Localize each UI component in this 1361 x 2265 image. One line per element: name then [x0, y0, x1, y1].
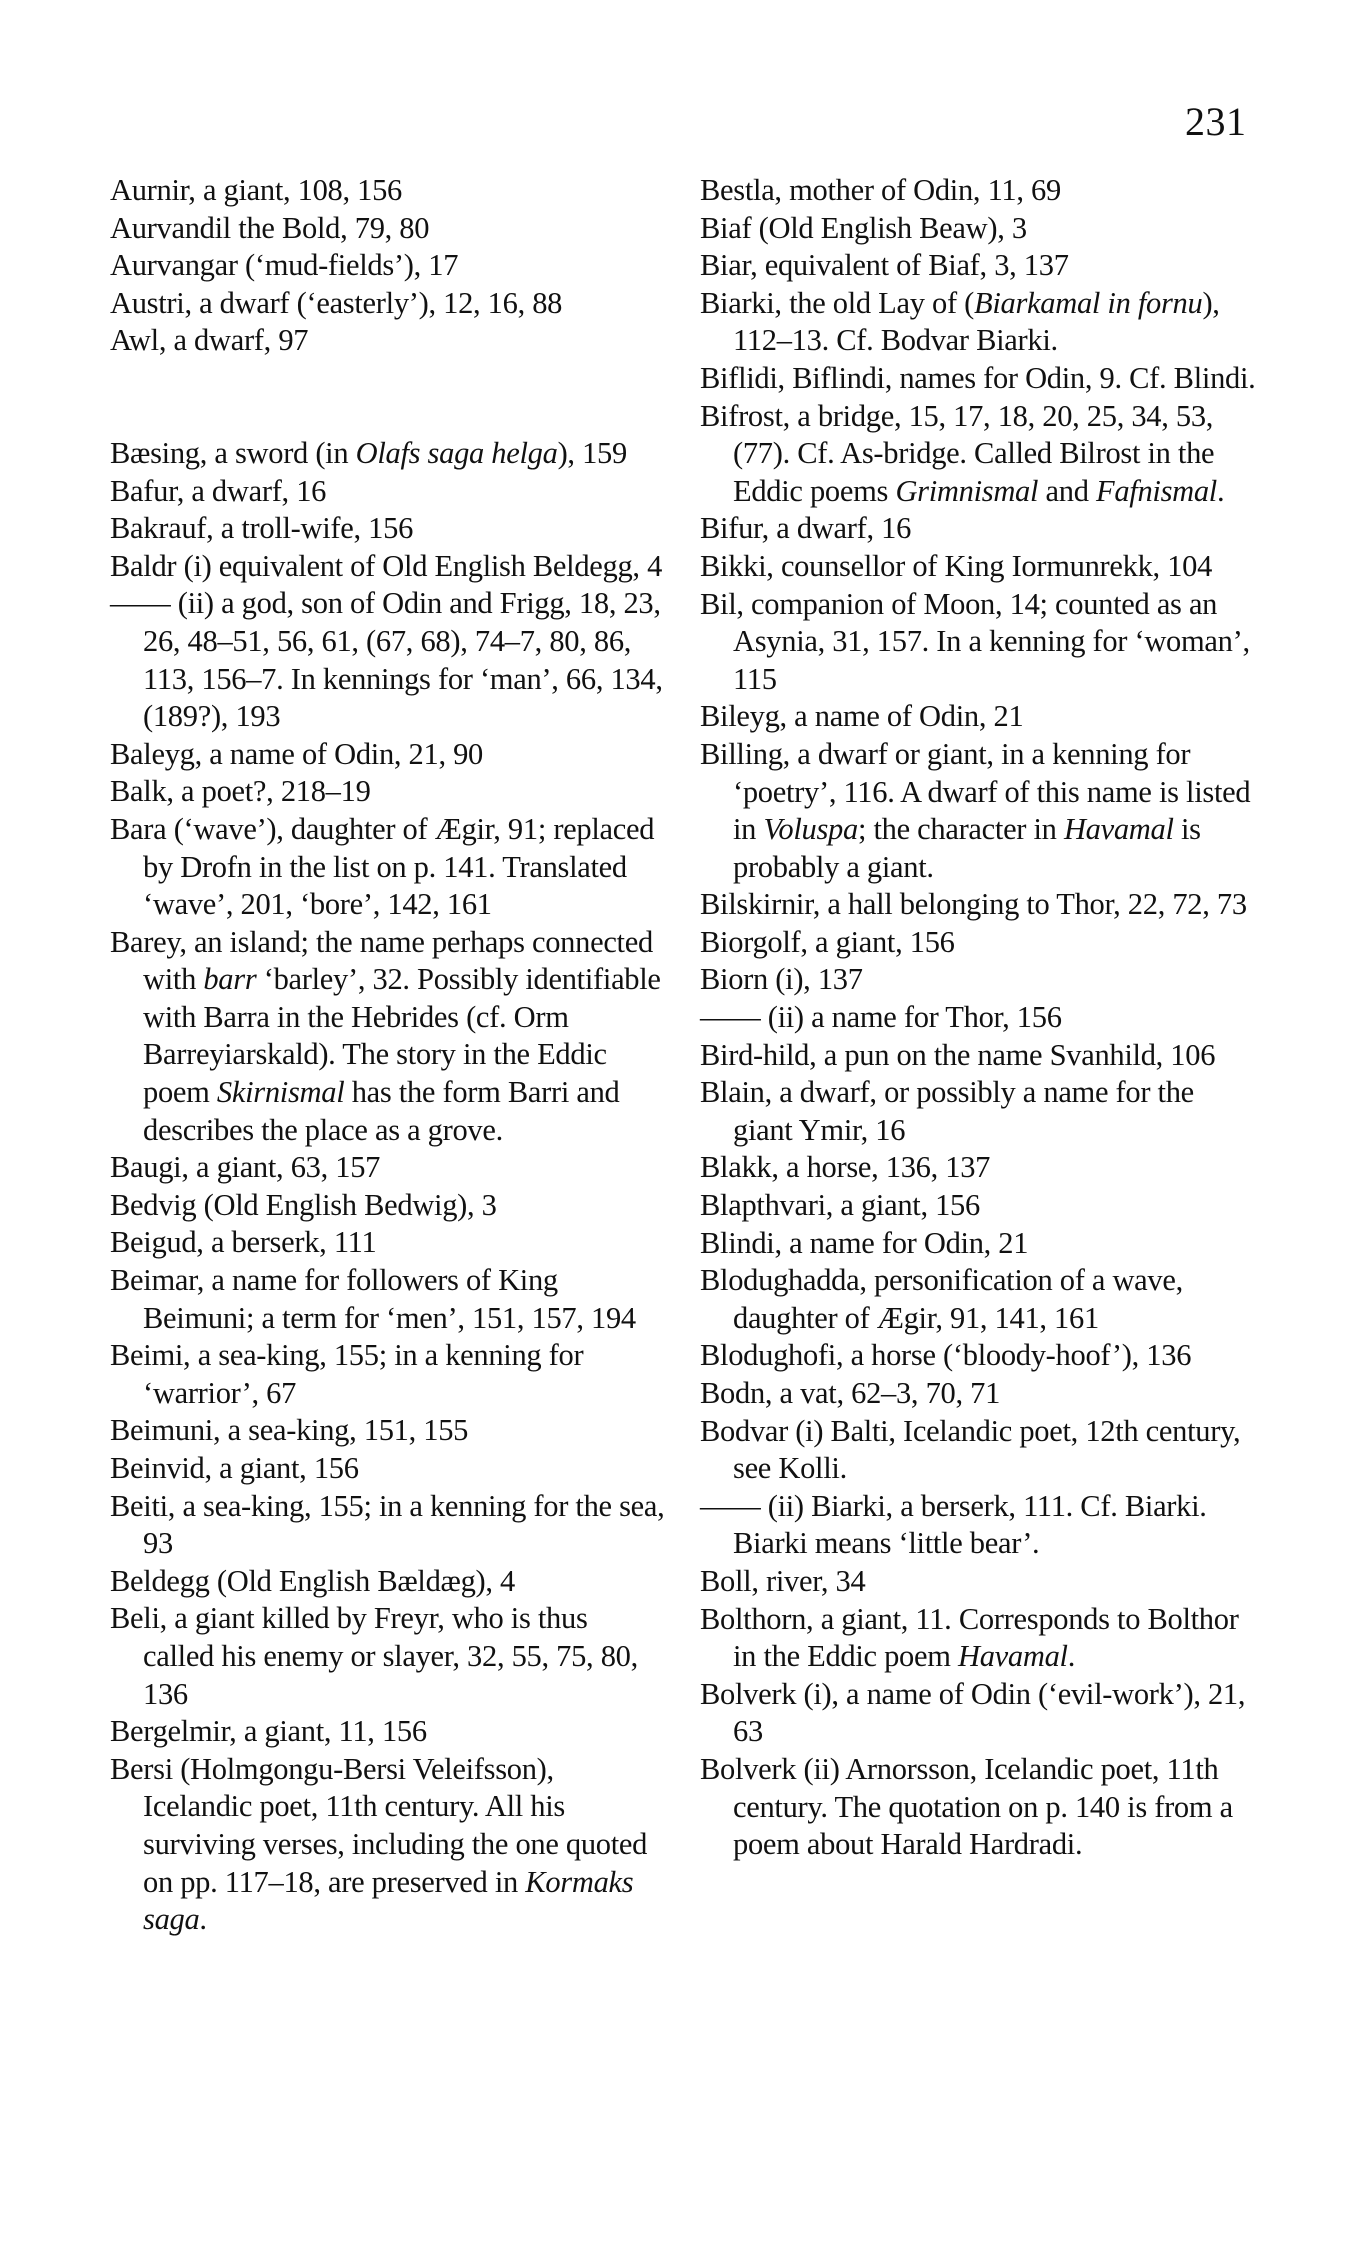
index-entry [700, 360, 1260, 398]
entry-text: Blodughadda, personification of a wave, daughter of Ægir, 91, 141, 161 [700, 1263, 1183, 1335]
index-entry [110, 811, 665, 924]
index-entry [110, 322, 665, 360]
entry-text: Bifrost, a bridge, 15, 17, 18, 20, 25, 34, 53, (77). Cf. As-bridge. Called Bilrost in the Eddic poems [700, 398, 1215, 508]
index-entry [700, 961, 1260, 999]
index-entry [110, 510, 665, 548]
entry-text: Bafur, a dwarf, 16 [110, 473, 327, 508]
index-entry [700, 1375, 1260, 1413]
entry-text: . [1216, 473, 1225, 508]
entry-text: Bikki, counsellor of King Iormunrekk, 104 [700, 548, 1213, 583]
entry-text: Aurnir, a giant, 108, 156 [110, 173, 402, 207]
entry-text: Blakk, a horse, 136, 137 [700, 1150, 991, 1185]
index-entry [700, 172, 1260, 210]
page-number: 231 [1185, 99, 1247, 144]
italic-title: Kormaks saga [143, 1864, 634, 1937]
entry-text: Biarki, the old Lay of ( [700, 285, 975, 320]
index-entry [110, 247, 665, 285]
index-entry [110, 1488, 665, 1563]
index-entry [700, 1149, 1260, 1187]
entry-text: Billing, a dwarf or giant, in a kenning for ‘poetry’, 116. A dwarf of this name is listed in [700, 736, 1251, 847]
index-entry [110, 1262, 665, 1337]
entry-text: Bara (‘wave’), daughter of Ægir, 91; replaced by Drofn in the list on p. 141. Translated ‘wave’, 201, ‘bore’, 142, 161 [110, 811, 655, 922]
index-entry [700, 1037, 1260, 1075]
index-entry [700, 285, 1260, 360]
entry-text: Awl, a dwarf, 97 [110, 323, 309, 358]
index-entry [110, 1751, 665, 1939]
entry-text: ), 112–13. Cf. Bodvar Biarki. [733, 285, 1220, 358]
entry-text: Bodn, a vat, 62–3, 70, 71 [700, 1376, 1001, 1410]
entry-text: ), 159 [557, 435, 627, 470]
italic-title: Grimnismal [895, 473, 1039, 508]
entry-text: Bolverk (i), a name of Odin (‘evil-work’), 21, 63 [700, 1676, 1246, 1749]
index-entry [700, 736, 1260, 886]
entry-text: ‘barley’, 32. Possibly identifiable with Barra in the Hebrides (cf. Orm Barreyiarskald). The story in the Eddic poem [143, 962, 661, 1110]
index-entry [110, 435, 665, 473]
index-entry [110, 1187, 665, 1225]
entry-text: Blindi, a name for Odin, 21 [700, 1225, 1029, 1260]
italic-title: Voluspa [763, 812, 858, 847]
entry-text: Bestla, mother of Odin, 11, 69 [700, 173, 1061, 207]
letter-section-gap [110, 360, 665, 435]
entry-text: Beimi, a sea-king, 155; in a kenning for ‘warrior’, 67 [110, 1338, 584, 1410]
entry-text: Biorn (i), 137 [700, 962, 863, 997]
index-entry [700, 247, 1260, 285]
index-entry [700, 924, 1260, 962]
index-entry [700, 1413, 1260, 1488]
entry-text: Beimar, a name for followers of King Beimuni; a term for ‘men’, 151, 157, 194 [110, 1263, 636, 1335]
index-entry [110, 473, 665, 511]
entry-text: Beldegg (Old English Bældæg), 4 [110, 1563, 515, 1598]
index-entry [700, 586, 1260, 699]
index-entry [700, 1225, 1260, 1263]
index-entry [110, 924, 665, 1150]
entry-text: Biaf (Old English Beaw), 3 [700, 210, 1027, 245]
index-entry [700, 1563, 1260, 1601]
index-entry [110, 1224, 665, 1262]
italic-title: Biarkamal in fornu [974, 285, 1203, 320]
index-entry [700, 1601, 1260, 1676]
entry-text: Baldr (i) equivalent of Old English Beldegg, 4 [110, 548, 663, 583]
entry-text: Bil, companion of Moon, 14; counted as an Asynia, 31, 157. In a kenning for ‘woman’, 115 [700, 586, 1250, 696]
entry-text: Bolthorn, a giant, 11. Corresponds to Bolthor in the Eddic poem [700, 1601, 1239, 1674]
entry-text: Baleyg, a name of Odin, 21, 90 [110, 736, 484, 771]
entry-text: Aurvangar (‘mud-fields’), 17 [110, 248, 459, 283]
entry-text: has the form Barri and describes the place as a grove. [143, 1075, 620, 1147]
index-entry [110, 548, 665, 586]
entry-text: . [1067, 1639, 1076, 1674]
index-entry [110, 285, 665, 323]
entry-text: Blapthvari, a giant, 156 [700, 1188, 980, 1223]
entry-text: is probably a giant. [733, 812, 1201, 884]
index-entry [110, 1713, 665, 1751]
entry-text: Biflidi, Biflindi, names for Odin, 9. Cf. Blindi. [700, 360, 1256, 395]
entry-text: Aurvandil the Bold, 79, 80 [110, 210, 430, 245]
index-entry [110, 585, 665, 735]
entry-text: Beli, a giant killed by Freyr, who is thus called his enemy or slayer, 32, 55, 75, 80, 136 [110, 1601, 638, 1711]
italic-title: Fafnismal [1095, 473, 1217, 508]
index-entry [700, 886, 1260, 924]
index-entry [110, 1563, 665, 1601]
italic-title: barr [203, 962, 257, 997]
index-entry [700, 398, 1260, 511]
index-entry [110, 1412, 665, 1450]
entry-text: Baugi, a giant, 63, 157 [110, 1150, 381, 1185]
index-entry [700, 210, 1260, 248]
entry-text: Beiti, a sea-king, 155; in a kenning for the sea, 93 [110, 1488, 665, 1561]
index-column-left [110, 172, 665, 1939]
italic-title: Olafs saga helga [355, 435, 558, 470]
index-entry [700, 548, 1260, 586]
index-entry [700, 1187, 1260, 1225]
entry-text: Beigud, a berserk, 111 [110, 1225, 377, 1260]
index-entry [110, 1450, 665, 1488]
index-entry [110, 210, 665, 248]
entry-text: Bakrauf, a troll-wife, 156 [110, 511, 414, 546]
index-entry [700, 1337, 1260, 1375]
index-entry [700, 698, 1260, 736]
index-column-right [700, 172, 1260, 1864]
entry-text: Bergelmir, a giant, 11, 156 [110, 1714, 427, 1749]
index-entry [110, 773, 665, 811]
entry-text: —— (ii) a god, son of Odin and Frigg, 18, 23, 26, 48–51, 56, 61, (67, 68), 74–7, 80, 86, 113, 156–7. In kennings for ‘man’, 66, 134, (189?), 193 [110, 586, 663, 734]
index-entry [700, 1074, 1260, 1149]
entry-text: Beinvid, a giant, 156 [110, 1451, 359, 1485]
entry-text: Boll, river, 34 [700, 1563, 866, 1598]
index-entry [700, 1488, 1260, 1563]
entry-text: Bedvig (Old English Bedwig), 3 [110, 1187, 497, 1222]
entry-text: Bird-hild, a pun on the name Svanhild, 106 [700, 1037, 1216, 1072]
entry-text: Blodughofi, a horse (‘bloody-hoof’), 136 [700, 1338, 1192, 1373]
entry-text: and [1038, 473, 1096, 508]
entry-text: Bodvar (i) Balti, Icelandic poet, 12th century, see Kolli. [700, 1413, 1241, 1486]
index-entry [110, 1600, 665, 1713]
index-entry [110, 1337, 665, 1412]
index-entry [110, 736, 665, 774]
entry-text: ; the character in [857, 812, 1064, 847]
entry-text: Bæsing, a sword (in [110, 435, 356, 470]
italic-title: Skirnismal [216, 1075, 345, 1110]
entry-text: Bilskirnir, a hall belonging to Thor, 22, 72, 73 [700, 887, 1247, 922]
entry-text: Beimuni, a sea-king, 151, 155 [110, 1413, 469, 1448]
entry-text: Balk, a poet?, 218–19 [110, 774, 371, 809]
entry-text: Biorgolf, a giant, 156 [700, 924, 955, 959]
entry-text: Austri, a dwarf (‘easterly’), 12, 16, 88 [110, 285, 563, 320]
entry-text: . [199, 1902, 207, 1937]
italic-title: Havamal [1063, 812, 1174, 847]
italic-title: Havamal [958, 1639, 1068, 1674]
entry-text: —— (ii) Biarki, a berserk, 111. Cf. Biarki. Biarki means ‘little bear’. [700, 1488, 1207, 1561]
entry-text: Barey, an island; the name perhaps connected with [110, 924, 653, 997]
index-entry [110, 1149, 665, 1187]
index-entry [700, 1676, 1260, 1751]
entry-text: Biar, equivalent of Biaf, 3, 137 [700, 248, 1069, 283]
entry-text: —— (ii) a name for Thor, 156 [700, 1000, 1062, 1035]
index-entry [700, 1262, 1260, 1337]
index-entry [110, 172, 665, 210]
index-entry [700, 1751, 1260, 1864]
index-entry [700, 999, 1260, 1037]
entry-text: Bileyg, a name of Odin, 21 [700, 699, 1024, 734]
entry-text: Bersi (Holmgongu-Bersi Veleifsson), Icelandic poet, 11th century. All his surviving verses, including the one quoted on pp. 117–18, are preserved in [110, 1751, 648, 1899]
entry-text: Blain, a dwarf, or possibly a name for the giant Ymir, 16 [700, 1075, 1194, 1147]
index-entry [700, 510, 1260, 548]
entry-text: Bifur, a dwarf, 16 [700, 511, 912, 546]
entry-text: Bolverk (ii) Arnorsson, Icelandic poet, 11th century. The quotation on p. 140 is from a poem about Harald Hardradi. [700, 1751, 1233, 1862]
